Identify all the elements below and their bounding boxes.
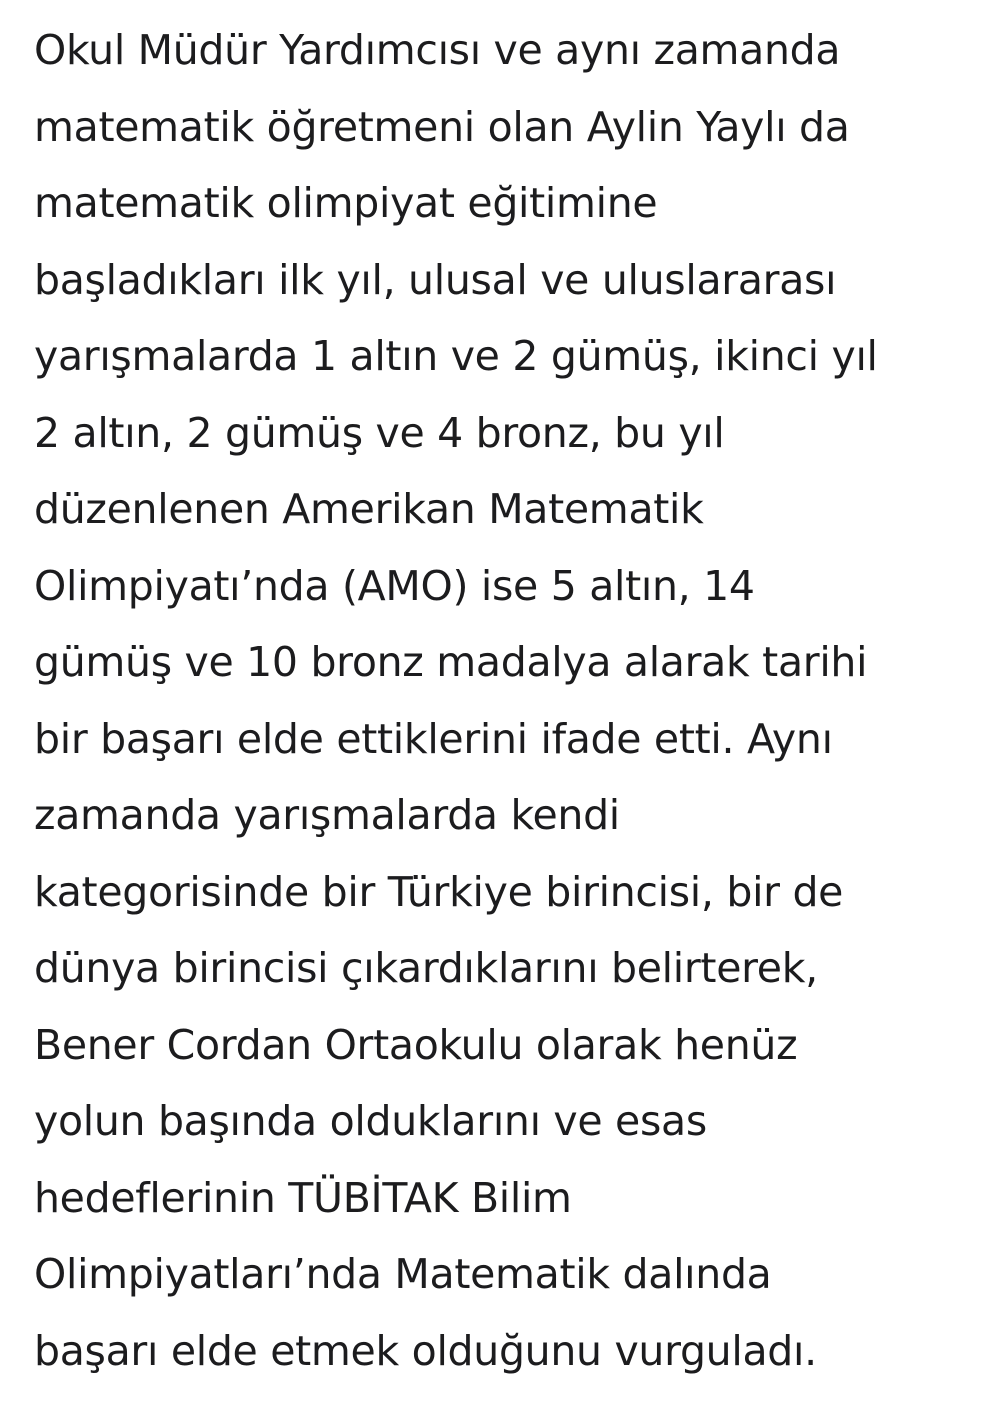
article-line: zamanda yarışmalarda kendi: [34, 791, 620, 839]
article-line: Olimpiyatı’nda (AMO) ise 5 altın, 14: [34, 561, 755, 610]
article-line: matematik olimpiyat eğitimine: [34, 179, 658, 227]
article-line: kategorisinde bir Türkiye birincisi, bir de: [34, 867, 844, 916]
article-line: yarışmalarda 1 altın ve 2 gümüş, ikinci yıl: [34, 332, 878, 380]
article-line: gümüş ve 10 bronz madalya alarak tarihi: [34, 638, 868, 686]
article-body: [34, 0, 994, 1389]
article-line: Bener Cordan Ortaokulu olarak henüz: [34, 1020, 798, 1069]
article-line: düzenlenen Amerikan Matematik: [34, 485, 704, 533]
article-line: başarı elde etmek olduğunu vurguladı.: [34, 1326, 817, 1375]
article-line: Olimpiyatları’nda Matematik dalında: [34, 1250, 772, 1298]
article-line: yolun başında olduklarını ve esas: [34, 1097, 707, 1145]
article-line: bir başarı elde ettiklerini ifade etti. Aynı: [34, 714, 833, 763]
article-line: 2 altın, 2 gümüş ve 4 bronz, bu yıl: [34, 408, 725, 457]
article-line: Okul Müdür Yardımcısı ve aynı zamanda: [34, 26, 841, 74]
article-line: hedeflerinin TÜBİTAK Bilim: [34, 1173, 572, 1222]
article-line: matematik öğretmeni olan Aylin Yaylı da: [34, 102, 850, 151]
article-line: dünya birincisi çıkardıklarını belirterek,: [34, 944, 818, 992]
article-line: başladıkları ilk yıl, ulusal ve uluslararası: [34, 255, 837, 304]
